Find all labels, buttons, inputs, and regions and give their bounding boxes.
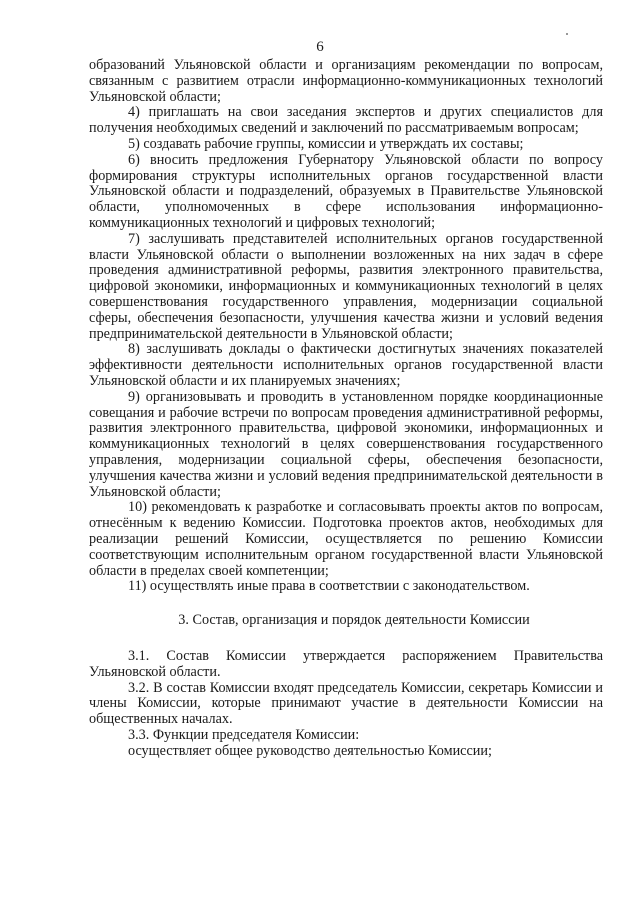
scan-speck xyxy=(566,33,568,35)
clause-3-3: 3.3. Функции председателя Комиссии: xyxy=(128,727,360,744)
chair-function-1: осуществляет общее руководство деятельностью Комиссии; xyxy=(128,742,492,759)
list-item-4: 4) приглашать на свои заседания экспертов и других специалистов для получения необходимых сведений и заключений по рассматриваемым вопросам; xyxy=(89,104,603,137)
list-item-5: 5) создавать рабочие группы, комиссии и утверждать их составы; xyxy=(128,135,524,152)
document-body xyxy=(89,58,603,760)
list-item-6: 6) вносить предложения Губернатору Ульяновской области по вопросу формирования структуры исполнительных органов государственной власти Ульяновской области и подразделений, образуемых в Правительстве Ульяновской области, уполномоченных в сфере использования информационно-коммуникационных технологий и цифровых технологий; xyxy=(89,151,603,231)
paragraph-continuation: образований Ульяновской области и организациям рекомендации по вопросам, связанным с развитием отрасли информационно-коммуникационных технологий Ульяновской области; xyxy=(89,57,603,105)
page-number: 6 xyxy=(316,39,324,55)
list-item-7: 7) заслушивать представителей исполнительных органов государственной власти Ульяновской области о выполнении возложенных на них задач в сфере проведения административной реформы, развития электронного правительства, цифровой экономики, информационных и коммуникационных технологий в целях совершенствования государственного управления, модернизации социальной сферы, обеспечения безопасности, улучшения качества жизни и условий ведения предпринимательской деятельности в Ульяновской области; xyxy=(89,230,603,342)
clause-3-2: 3.2. В состав Комиссии входят председатель Комиссии, секретарь Комиссии и члены Комиссии, которые принимают участие в деятельности Комиссии на общественных началах. xyxy=(89,679,603,728)
list-item-11: 11) осуществлять иные права в соответствии с законодательством. xyxy=(128,578,530,595)
list-item-10: 10) рекомендовать к разработке и согласовывать проекты актов по вопросам, отнесённым к ведению Комиссии. Подготовка проектов актов, необходимых для реализации решений Комиссии, осуществляется по решению Комиссии соответствующим исполнительным органом государственной власти Ульяновской области в пределах своей компетенции; xyxy=(89,499,603,579)
clause-3-1: 3.1. Состав Комиссии утверждается распоряжением Правительства Ульяновской области. xyxy=(89,648,603,680)
list-item-9: 9) организовывать и проводить в установленном порядке координационные совещания и рабочие встречи по вопросам проведения административной реформы, развития электронного правительства, цифровой экономики, информационных и коммуникационных технологий в целях совершенствования государственного управления, модернизации социальной сферы, обеспечения безопасности, улучшения качества жизни и условий ведения предпринимательской деятельности в Ульяновской области; xyxy=(89,388,603,500)
list-item-8: 8) заслушивать доклады о фактически достигнутых значениях показателей эффективности деятельности исполнительных органов государственной власти Ульяновской области и их планируемых значениях; xyxy=(89,341,603,389)
section-heading: 3. Состав, организация и порядок деятельности Комиссии xyxy=(178,612,530,629)
